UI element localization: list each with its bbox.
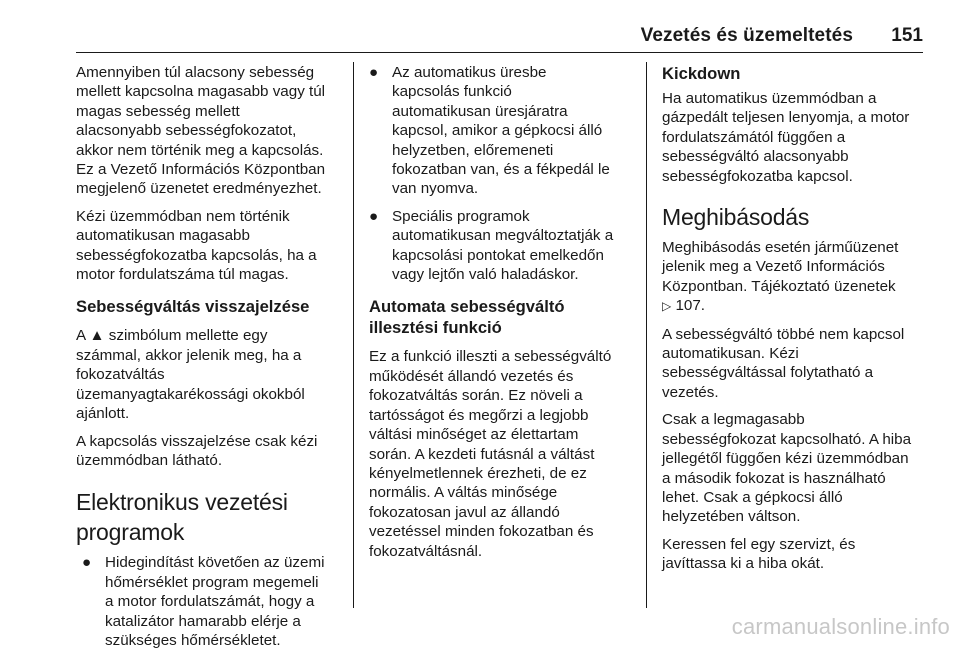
paragraph-shift-manual [76, 432, 344, 471]
text-line: alacsonyabb sebességfokozatot, [76, 122, 297, 140]
text-line: Ez a funkció illeszti a sebességváltó [369, 348, 612, 366]
column-3 [662, 63, 930, 582]
text-line: Ez a Vezető Információs Központban [76, 161, 326, 179]
bullet-item-cold-start [82, 553, 344, 650]
bullet-item-auto-neutral [369, 63, 637, 199]
text-line: kapcsolás funkció [392, 83, 512, 101]
text-line: sebességfokozat kapcsolható. A hiba [662, 430, 912, 448]
text-line: megjelenő üzenetet eredményezhet. [76, 180, 322, 198]
text-line: akkor nem történik meg a kapcsolás. [76, 141, 324, 159]
text-line: Keressen fel egy szervizt, és [662, 535, 856, 553]
text-line: automatikusan magasabb [76, 227, 250, 245]
text-line: a második fokozat is használható [662, 469, 886, 487]
watermark: carmanualsonline.info [731, 614, 950, 639]
column-1 [76, 63, 344, 658]
text-line: motor fordulatszáma túl magas. [76, 266, 289, 284]
text-line: üzemanyagtakarékossági okokból [76, 385, 305, 403]
text-line: automatikusan. Kézi [662, 345, 799, 363]
paragraph-service [662, 535, 930, 574]
paragraph-low-speed [76, 63, 344, 199]
text-line: kapcsolási pontokat emelkedőn [392, 246, 604, 264]
text-line: Hidegindítást követően az üzemi [105, 554, 325, 572]
heading-line: Elektronikus vezetési [76, 489, 288, 516]
text-line: Ha automatikus üzemmódban a [662, 90, 877, 107]
text-line: lehet. Csak a gépkocsi álló [662, 488, 843, 506]
column-divider-1 [353, 62, 354, 608]
text-line: működését állandó vezetés és [369, 367, 574, 385]
heading-line: Automata sebességváltó [369, 297, 565, 317]
text-line: Központban. Tájékoztató üzenetek [662, 277, 896, 295]
text-line: van nyomva. [392, 180, 479, 198]
paragraph-kickdown [662, 89, 930, 186]
paragraph-adaptive [369, 347, 637, 560]
heading-adaptive-function [369, 296, 637, 338]
text-line: fokozatváltásnál. [369, 542, 483, 560]
paragraph-highest-gear [662, 410, 930, 526]
text-line: fokozatban van, és a fékpedál le [392, 161, 610, 179]
text-line: javíttassa ki a hiba okát. [662, 555, 825, 573]
text-line: magas sebesség mellett [76, 102, 240, 120]
text-line: sebességváltó alacsonyabb [662, 148, 849, 166]
text-line: Amennyiben túl alacsony sebesség [76, 64, 315, 81]
page-title: Vezetés és üzemeltetés [640, 25, 853, 46]
bullet-icon: ● [369, 64, 379, 81]
text-line: Speciális programok [392, 207, 530, 225]
paragraph-no-auto-shift [662, 325, 930, 403]
text-line: helyzetében váltson. [662, 508, 801, 526]
heading-kickdown: Kickdown [662, 64, 741, 83]
text-line: fokozatosan javul az állandó [369, 503, 560, 521]
text-line: kapcsol, amikor a gépkocsi álló [392, 122, 603, 140]
text-line: üzemmódban látható. [76, 451, 223, 469]
text-line: automatikusan megváltoztatják a [392, 227, 614, 245]
paragraph-manual-mode [76, 207, 344, 285]
text-line: sebességfokozatba kapcsolás, ha a [76, 246, 317, 264]
heading-electronic-programs [76, 487, 344, 547]
text-line: sebességfokozatba kapcsol. [662, 167, 853, 185]
text-line: Csak a legmagasabb [662, 411, 805, 429]
paragraph-shift-symbol [76, 326, 344, 423]
paragraph-fault-message [662, 238, 930, 317]
page-reference[interactable] [662, 296, 930, 316]
text-line: helyzetben, előremeneti [392, 141, 554, 159]
column-divider-2 [646, 62, 647, 608]
text-line: hőmérséklet program megemeli [105, 573, 319, 591]
text-line: normális. A váltás minősége [369, 484, 558, 502]
text-line: a motor fordulatszámát, hogy a [105, 593, 315, 611]
text-line: ajánlott. [76, 405, 130, 423]
page-reference-icon: ▷ [662, 299, 672, 314]
page-reference-number: 107. [675, 297, 706, 315]
text-line: Kézi üzemmódban nem történik [76, 207, 290, 225]
text-line: vezetés. [662, 383, 719, 401]
text-line: jellegétől függően kézi üzemmódban [662, 450, 909, 468]
bullet-icon: ● [369, 207, 379, 225]
text-line: A kapcsolás visszajelzése csak kézi [76, 432, 318, 450]
bullet-item-special-programs [369, 207, 637, 285]
text-line: vagy lejtőn való haladáskor. [392, 266, 579, 284]
text-line: jelenik meg a Vezető Információs [662, 258, 885, 276]
text-line: tartósságot és megőrzi a legjobb [369, 406, 589, 424]
text-line: fokozatváltás [76, 366, 165, 384]
column-2 [369, 63, 637, 569]
text-line: vezetéssel minden fokozatban és [369, 523, 594, 541]
text-line: fordulatszámától függően a [662, 128, 846, 146]
page-header [76, 24, 923, 53]
text-line: fokozatváltás során. Ez növeli a [369, 387, 583, 405]
text-line: Meghibásodás esetén járműüzenet [662, 239, 899, 257]
heading-shift-indicator: Sebességváltás visszajelzése [76, 297, 310, 317]
page-number: 151 [891, 25, 923, 46]
text-line: A sebességváltó többé nem kapcsol [662, 325, 905, 343]
text-line: során. A kezdeti futásnál a váltást [369, 445, 595, 463]
text-line: sebességváltással folytatható a [662, 364, 874, 382]
text-line: kényelmetlennek érezheti, de ez [369, 464, 587, 482]
heading-fault: Meghibásodás [662, 204, 810, 231]
heading-line: programok [76, 519, 185, 546]
text-line: katalizátor hamarabb elérje a [105, 612, 301, 630]
text-line: mellett kapcsolna magasabb vagy túl [76, 83, 326, 101]
text-line: szükséges hőmérsékletet. [105, 631, 281, 649]
text-line: Az automatikus üresbe [392, 64, 547, 81]
text-line: váltási minőséget az élettartam [369, 426, 579, 444]
text-line: számmal, akkor jelenik meg, ha a [76, 346, 302, 364]
text-line: automatikusan üresjáratra [392, 102, 568, 120]
bullet-icon: ● [82, 554, 92, 572]
heading-line: illesztési funkció [369, 318, 502, 338]
text-line: gázpedált teljesen lenyomja, a motor [662, 109, 910, 127]
text-line: A ▲ szimbólum mellette egy [76, 327, 268, 345]
